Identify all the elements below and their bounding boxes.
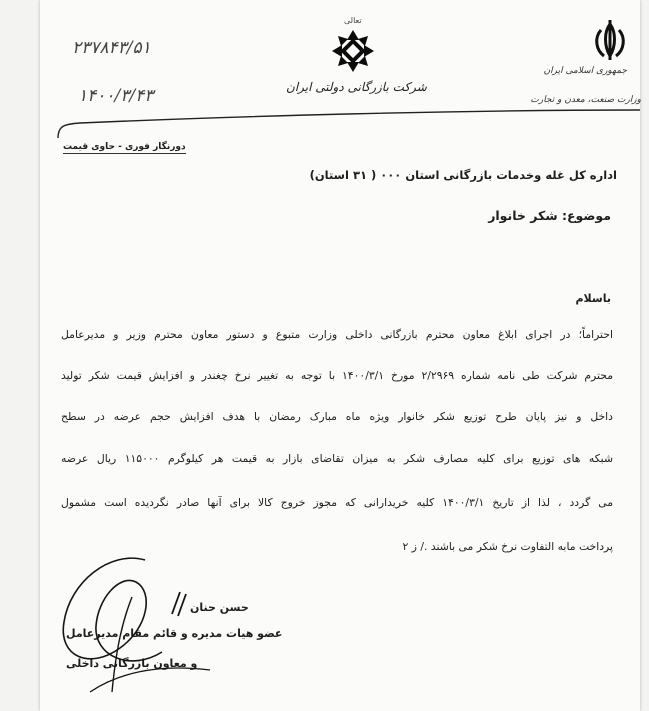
urgency-note: دورنگار فوری - حاوی قیمت xyxy=(63,142,186,152)
header-divider-curve xyxy=(40,100,640,140)
company-logo-icon xyxy=(330,28,376,74)
signatory-department: و معاون بازرگانی داخلی xyxy=(66,657,198,670)
addressee: اداره کل غله وخدمات بازرگانی استان ۰۰۰ ( ۳۱ استان) xyxy=(309,168,617,182)
handwritten-signature xyxy=(50,552,230,702)
letter-date: ۱۴۰۰/۳/۴۳ xyxy=(78,86,154,106)
signatory-name: حسن حنان xyxy=(190,601,249,614)
body-line: می گردد ، لذا از تاریخ ۱۴۰۰/۳/۱ کلیه خریدارانی که مجوز خروج کالا برای آنها صادر نگردیده است مشمول xyxy=(61,496,614,509)
body-line: احتراماً؛ در اجرای ابلاغ معاون محترم بازرگانی داخلی وزارت متبوع و دستور معاون محترم وزیر و مدیرعامل xyxy=(61,328,613,341)
gov-line-2: وزارت صنعت، معدن و تجارت xyxy=(530,95,641,105)
signatory-title: عضو هیات مدیره و قائم مقام مدیرعامل xyxy=(66,627,283,640)
body-line: پرداخت مابه التفاوت نرخ شکر می باشند ./ ز ۲ xyxy=(402,540,613,553)
body-line: محترم شرکت طی نامه شماره ۲/۲۹۶۹ مورخ ۱۴۰۰/۳/۱ با توجه به تغییر نرخ چغندر و افزایش قیمت شکر تولید xyxy=(61,369,614,382)
body-line: داخل و نیز پایان طرح توزیع شکر خانوار ویژه ماه مبارک رمضان با هدف افزایش حجم عرضه در سطح xyxy=(61,410,613,423)
reference-number: ۲۳۷۸۴۳/۵۱ xyxy=(72,38,151,58)
bism-text: تعالی xyxy=(344,16,362,25)
greeting: باسلام xyxy=(575,292,611,305)
body-line: شبکه های توزیع برای کلیه مصارف شکر به میزان تقاضای بازار به قیمت هر کیلوگرم ۱۱۵۰۰۰ ریال عرضه xyxy=(61,452,613,465)
gov-line-1: جمهوری اسلامی ایران xyxy=(543,66,627,76)
subject-line: موضوع: شکر خانوار xyxy=(488,208,611,223)
company-name: شرکت بازرگانی دولتی ایران xyxy=(286,80,427,94)
iran-emblem-icon xyxy=(590,18,630,62)
